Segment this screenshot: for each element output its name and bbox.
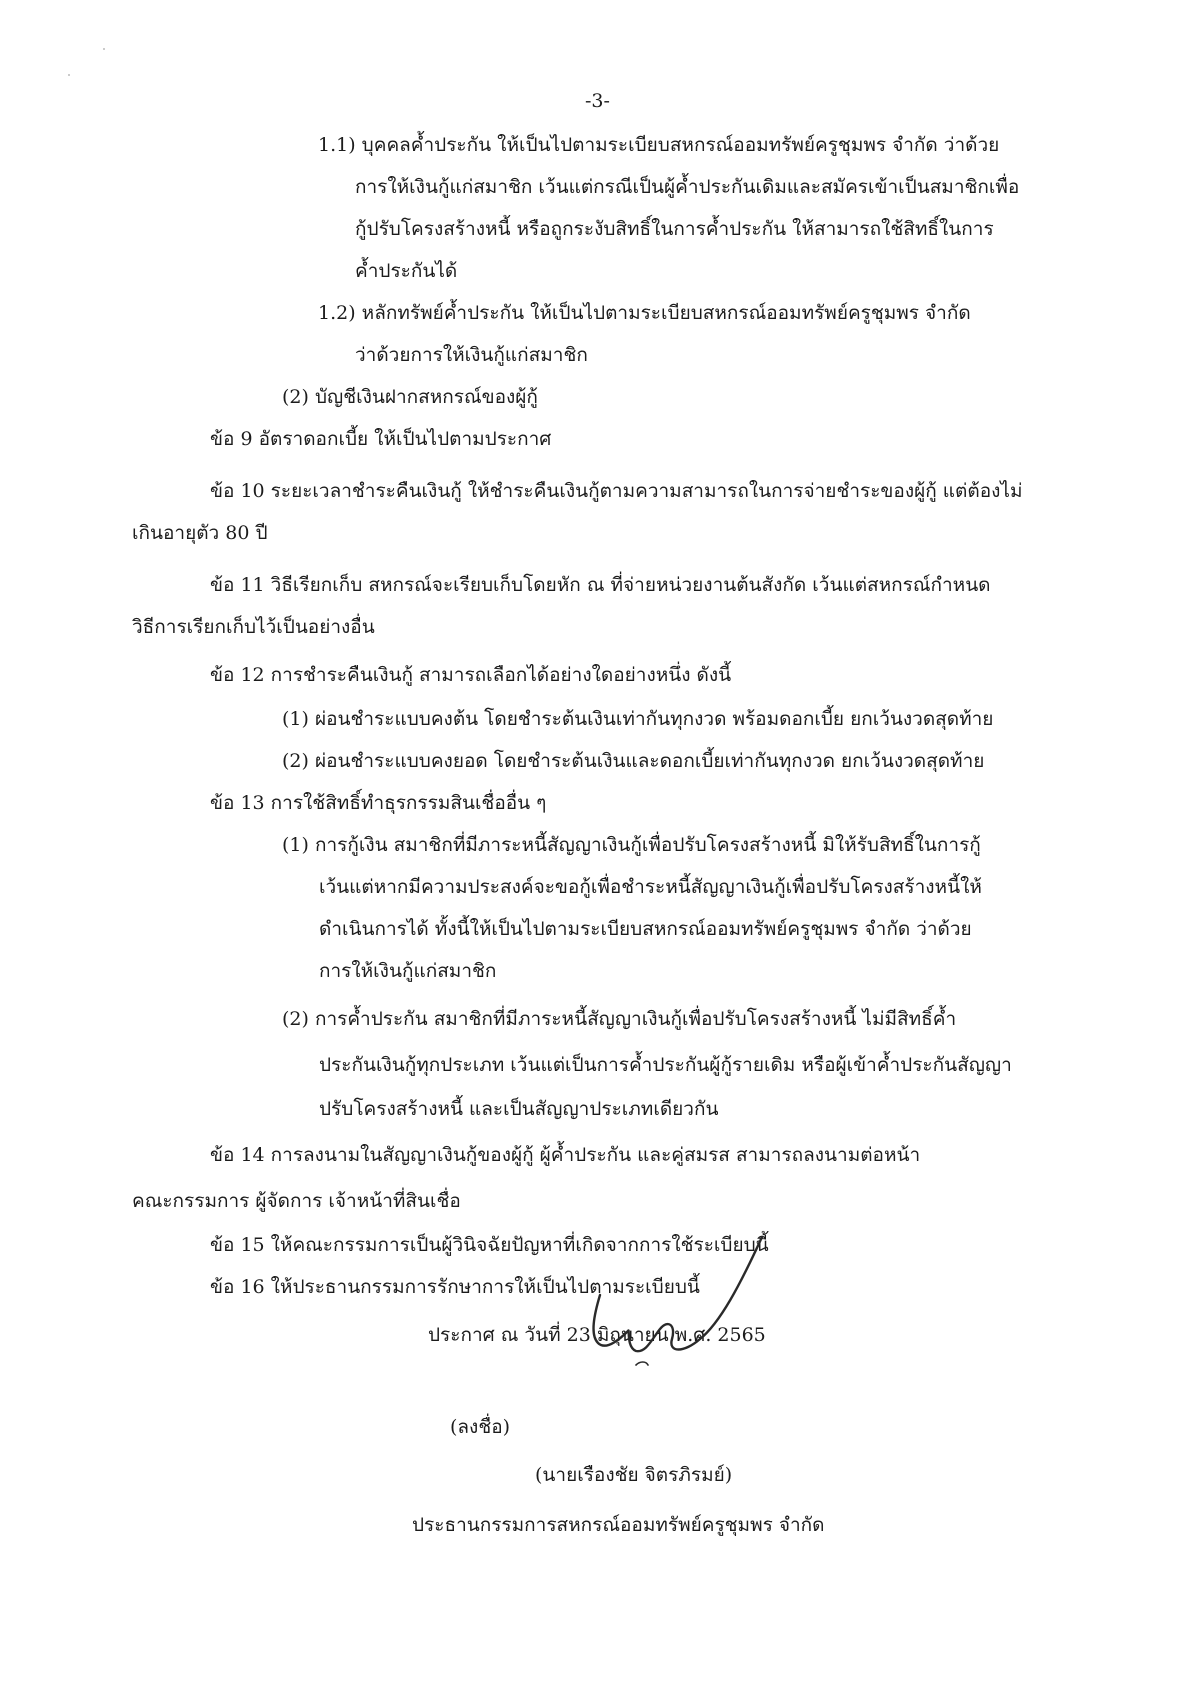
signed-label: (ลงชื่อ): [450, 1416, 511, 1438]
clause-15: ข้อ 15 ให้คณะกรรมการเป็นผู้วินิจฉัยปัญหาที่เกิดจากการใช้ระเบียบนี้: [210, 1234, 769, 1256]
clause-12-item-2: (2) ผ่อนชำระแบบคงยอด โดยชำระต้นเงินและดอกเบี้ยเท่ากันทุกงวด ยกเว้นงวดสุดท้าย: [282, 750, 985, 772]
scan-speck: [68, 74, 70, 76]
scan-speck: [103, 48, 105, 50]
clause-8-1-1-line-3: กู้ปรับโครงสร้างหนี้ หรือถูกระงับสิทธิ์ในการค้ำประกัน ให้สามารถใช้สิทธิ์ในการ: [355, 218, 994, 240]
clause-14-line-1: ข้อ 14 การลงนามในสัญญาเงินกู้ของผู้กู้ ผู้ค้ำประกัน และคู่สมรส สามารถลงนามต่อหน้า: [210, 1144, 921, 1166]
clause-13-item-1-line-3: ดำเนินการได้ ทั้งนี้ให้เป็นไปตามระเบียบสหกรณ์ออมทรัพย์ครูชุมพร จำกัด ว่าด้วย: [319, 918, 972, 940]
clause-13-item-2-line-2: ประกันเงินกู้ทุกประเภท เว้นแต่เป็นการค้ำประกันผู้กู้รายเดิม หรือผู้เข้าค้ำประกันสัญญา: [319, 1054, 1012, 1076]
clause-10-line-1: ข้อ 10 ระยะเวลาชำระคืนเงินกู้ ให้ชำระคืนเงินกู้ตามความสามารถในการจ่ายชำระของผู้กู้ แต่ต้องไม่: [210, 480, 1023, 502]
clause-16: ข้อ 16 ให้ประธานกรรมการรักษาการให้เป็นไปตามระเบียบนี้: [210, 1276, 700, 1298]
clause-10-line-2: เกินอายุตัว 80 ปี: [132, 522, 268, 544]
clause-12-item-1: (1) ผ่อนชำระแบบคงต้น โดยชำระต้นเงินเท่ากันทุกงวด พร้อมดอกเบี้ย ยกเว้นงวดสุดท้าย: [282, 708, 994, 730]
clause-13-item-2-line-1: (2) การค้ำประกัน สมาชิกที่มีภาระหนี้สัญญาเงินกู้เพื่อปรับโครงสร้างหนี้ ไม่มีสิทธิ์ค้ำ: [282, 1008, 957, 1030]
clause-14-line-2: คณะกรรมการ ผู้จัดการ เจ้าหน้าที่สินเชื่อ: [132, 1190, 461, 1212]
clause-8-item-2: (2) บัญชีเงินฝากสหกรณ์ของผู้กู้: [282, 386, 538, 408]
clause-8-1-1-line-2: การให้เงินกู้แก่สมาชิก เว้นแต่กรณีเป็นผู้ค้ำประกันเดิมและสมัครเข้าเป็นสมาชิกเพื่อ: [355, 176, 1020, 198]
signer-title: ประธานกรรมการสหกรณ์ออมทรัพย์ครูชุมพร จำกัด: [412, 1514, 825, 1536]
handwritten-signature: [580, 1235, 800, 1385]
clause-8-1-1-line-4: ค้ำประกันได้: [355, 260, 458, 282]
clause-8-1-1-line-1: 1.1) บุคคลค้ำประกัน ให้เป็นไปตามระเบียบสหกรณ์ออมทรัพย์ครูชุมพร จำกัด ว่าด้วย: [318, 134, 1000, 156]
clause-8-1-2-line-1: 1.2) หลักทรัพย์ค้ำประกัน ให้เป็นไปตามระเบียบสหกรณ์ออมทรัพย์ครูชุมพร จำกัด: [318, 302, 971, 324]
signer-name: (นายเรืองชัย จิตรภิรมย์): [535, 1464, 733, 1486]
clause-13: ข้อ 13 การใช้สิทธิ์ทำธุรกรรมสินเชื่ออื่น ๆ: [210, 792, 547, 814]
clause-11-line-2: วิธีการเรียกเก็บไว้เป็นอย่างอื่น: [132, 616, 375, 638]
clause-13-item-2-line-3: ปรับโครงสร้างหนี้ และเป็นสัญญาประเภทเดียวกัน: [319, 1098, 719, 1120]
announcement-date: ประกาศ ณ วันที่ 23 มิถุนายน พ.ศ. 2565: [428, 1324, 766, 1346]
clause-13-item-1-line-1: (1) การกู้เงิน สมาชิกที่มีภาระหนี้สัญญาเงินกู้เพื่อปรับโครงสร้างหนี้ มิให้รับสิทธิ์ในการกู้: [282, 834, 981, 856]
clause-9: ข้อ 9 อัตราดอกเบี้ย ให้เป็นไปตามประกาศ: [210, 428, 552, 450]
page-number: -3-: [585, 90, 610, 112]
clause-11-line-1: ข้อ 11 วิธีเรียกเก็บ สหกรณ์จะเรียบเก็บโดยหัก ณ ที่จ่ายหน่วยงานต้นสังกัด เว้นแต่สหกรณ์กำหนด: [210, 574, 991, 596]
clause-8-1-2-line-2: ว่าด้วยการให้เงินกู้แก่สมาชิก: [355, 344, 588, 366]
clause-13-item-1-line-4: การให้เงินกู้แก่สมาชิก: [319, 960, 497, 982]
clause-13-item-1-line-2: เว้นแต่หากมีความประสงค์จะขอกู้เพื่อชำระหนี้สัญญาเงินกู้เพื่อปรับโครงสร้างหนี้ให้: [319, 876, 982, 898]
clause-12: ข้อ 12 การชำระคืนเงินกู้ สามารถเลือกได้อย่างใดอย่างหนึ่ง ดังนี้: [210, 664, 732, 686]
